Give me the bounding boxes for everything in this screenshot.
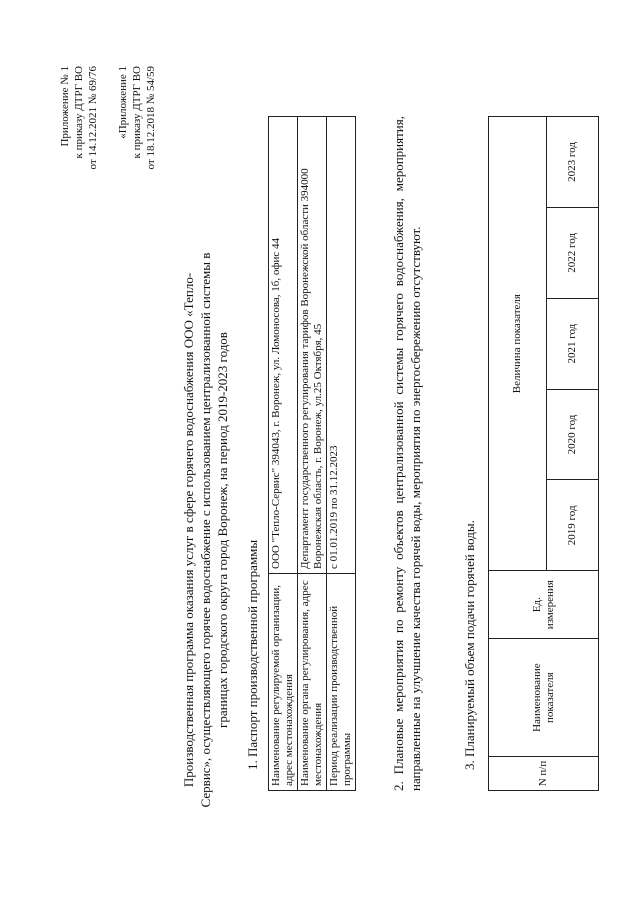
annex-current-line3: от 14.12.2021 № 69/76: [87, 66, 99, 170]
annex-original: [116, 66, 158, 226]
annex-current: [58, 66, 100, 226]
annex-original-line3: от 18.12.2018 № 54/59: [145, 66, 157, 170]
passport-label: Наименование органа регулирования, адрес местонахождения: [298, 574, 327, 791]
volume-table: [488, 116, 599, 791]
passport-value: Департамент государственного регулирования тарифов Воронежской области 394000 Воронежская область, г. Воронеж, ул.25 Октября, 45: [298, 117, 327, 574]
section-3-heading: 3. Планируемый объем подачи горячей воды.: [462, 520, 477, 770]
annex-current-line2: к приказу ДТРГ ВО: [73, 66, 85, 159]
table-row: [269, 117, 298, 791]
annex-current-line1: Приложение № 1: [59, 66, 71, 147]
annex-original-line2: к приказу ДТРГ ВО: [131, 66, 143, 159]
col-header-year: 2021 год: [547, 298, 599, 389]
col-header-value: Величина показателя: [489, 117, 547, 571]
col-header-n: N п/п: [489, 757, 599, 791]
document-title: Производственная программа оказания услуг в сфере горячего водоснабжения ООО «Тепло-Сервис», осуществляющего горячее водоснабжение с использованием централизованной системы в границах городского округа город Воронеж, на период 2019-2023 годов: [181, 252, 230, 808]
table-row: [298, 117, 327, 791]
col-header-year: 2023 год: [547, 117, 599, 208]
col-header-name: Наименование показателя: [489, 639, 599, 757]
passport-value: с 01.01.2019 по 31.12.2023: [327, 117, 356, 574]
section-2-text: 2. Плановые мероприятия по ремонту объектов централизованной системы горячего водоснабжения, мероприятия, направленные на улучшение качества горячей воды, мероприятия по энергосбережению отсутствуют.: [391, 116, 423, 791]
table-row: [327, 117, 356, 791]
col-header-year: 2020 год: [547, 389, 599, 480]
section-1-heading: 1. Паспорт производственной программы: [245, 539, 260, 770]
passport-label: Наименование регулируемой организации, адрес местонахождения: [269, 574, 298, 791]
col-header-year: 2019 год: [547, 480, 599, 571]
annex-original-line1: «Приложение 1: [117, 66, 129, 139]
col-header-year: 2022 год: [547, 207, 599, 298]
passport-value: ООО "Тепло-Сервис" 394043, г. Воронеж, ул. Ломоносова, 1б, офис 44: [269, 117, 298, 574]
passport-table: [268, 116, 356, 791]
passport-label: Период реализации производственной программы: [327, 574, 356, 791]
col-header-unit: Ед. измерения: [489, 571, 599, 639]
table-header-row: [489, 117, 547, 791]
